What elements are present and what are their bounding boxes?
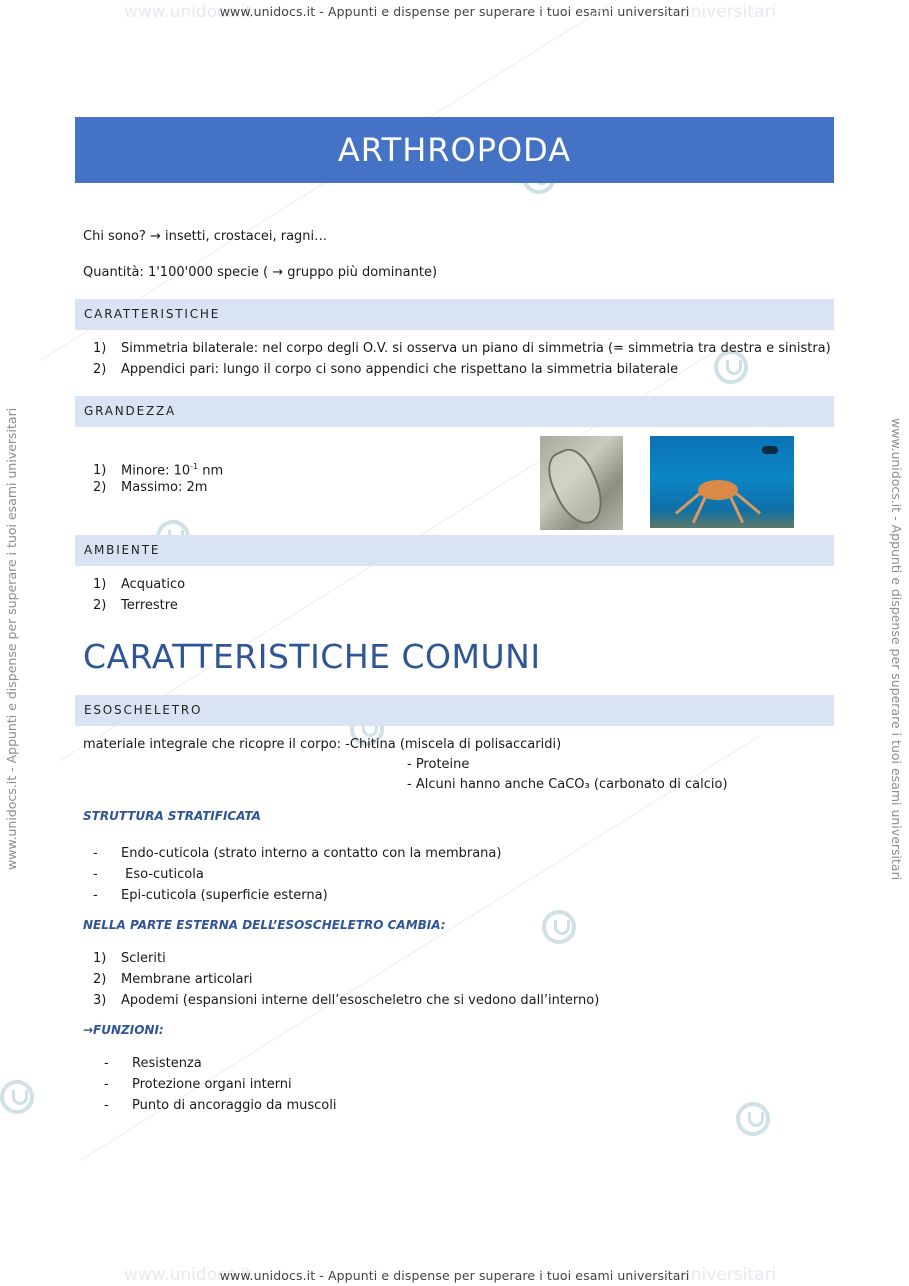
list-item: 3) Apodemi (espansioni interne dell’esoscheletro che si vedono dall’interno) (93, 993, 600, 1008)
section-esoscheletro: ESOSCHELETRO (75, 695, 834, 726)
list-item: 1) Simmetria bilaterale: nel corpo degli O.V. si osserva un piano di simmetria (= simmetria tra destra e sinistra) (93, 341, 831, 356)
list-item: 2) Membrane articolari (93, 972, 253, 987)
list-item: - Resistenza (104, 1056, 202, 1071)
esoscheletro-line-2: - Proteine (407, 757, 470, 772)
funzioni-list (104, 1053, 336, 1116)
watermark-logo-icon (542, 910, 576, 944)
list-item: 2) Massimo: 2m (93, 480, 208, 495)
watermark-bottom: www.unidocs.it - Appunti e dispense per superare i tuoi esami universitari (219, 1268, 690, 1283)
list-item: - Punto di ancoraggio da muscoli (104, 1098, 337, 1113)
list-item: - Eso-cuticola (93, 867, 204, 882)
section-title: CARATTERISTICHE COMUNI (83, 637, 541, 676)
esoscheletro-line-3: - Alcuni hanno anche CaCO₃ (carbonato di calcio) (407, 777, 728, 792)
list-item: 1) Acquatico (93, 577, 186, 592)
list-item: 2) Appendici pari: lungo il corpo ci sono appendici che rispettano la simmetria bilaterale (93, 362, 679, 377)
watermark-top: www.unidocs.it - Appunti e dispense per superare i tuoi esami universitari (219, 4, 690, 19)
watermark-logo-icon (736, 1102, 770, 1136)
watermark-side-right: www.unidocs.it - Appunti e dispense per superare i tuoi esami universitari (889, 418, 904, 881)
watermark-side-left: www.unidocs.it - Appunti e dispense per superare i tuoi esami universitari (4, 407, 19, 870)
caratteristiche-list (93, 338, 831, 380)
intro-chi-sono: Chi sono? → insetti, crostacei, ragni… (83, 229, 328, 244)
subhead-parte-esterna: NELLA PARTE ESTERNA DELL’ESOSCHELETRO CAMBIA: (83, 918, 446, 932)
watermark-ghost-left: www.unidocs.it (124, 2, 253, 22)
section-grandezza: GRANDEZZA (75, 396, 834, 427)
intro-quantita: Quantità: 1'100'000 specie ( → gruppo più dominante) (83, 265, 438, 280)
list-item: 1) Minore: $10^{-1}$ nm (93, 462, 224, 479)
section-caratteristiche: CARATTERISTICHE (75, 299, 834, 330)
section-ambiente: AMBIENTE (75, 535, 834, 566)
list-item: 2) Terrestre (93, 598, 178, 613)
watermark-logo-icon (0, 1080, 34, 1114)
diver-shape (762, 446, 778, 454)
watermark-ghost-left-bottom: www.unidocs.it (124, 1265, 253, 1285)
page-title: ARTHROPODA (75, 117, 834, 183)
microscope-image (540, 436, 623, 530)
watermark-ghost-right: universitari (680, 2, 777, 22)
struttura-list (93, 843, 501, 906)
subhead-struttura: STRUTTURA STRATIFICATA (83, 809, 261, 823)
grandezza-list (93, 456, 223, 498)
list-item: 1) Scleriti (93, 951, 166, 966)
ambiente-list (93, 574, 185, 616)
spider-crab-image (650, 436, 794, 528)
esoscheletro-line-1: materiale integrale che ricopre il corpo: -Chitina (miscela di polisaccaridi) (83, 737, 562, 752)
crab-body (698, 480, 738, 500)
list-item: - Epi-cuticola (superficie esterna) (93, 888, 328, 903)
list-item: - Endo-cuticola (strato interno a contatto con la membrana) (93, 846, 502, 861)
parte-esterna-list (93, 948, 599, 1011)
list-item: - Protezione organi interni (104, 1077, 292, 1092)
watermark-ghost-right-bottom: universitari (680, 1265, 777, 1285)
subhead-funzioni: →FUNZIONI: (83, 1023, 164, 1037)
